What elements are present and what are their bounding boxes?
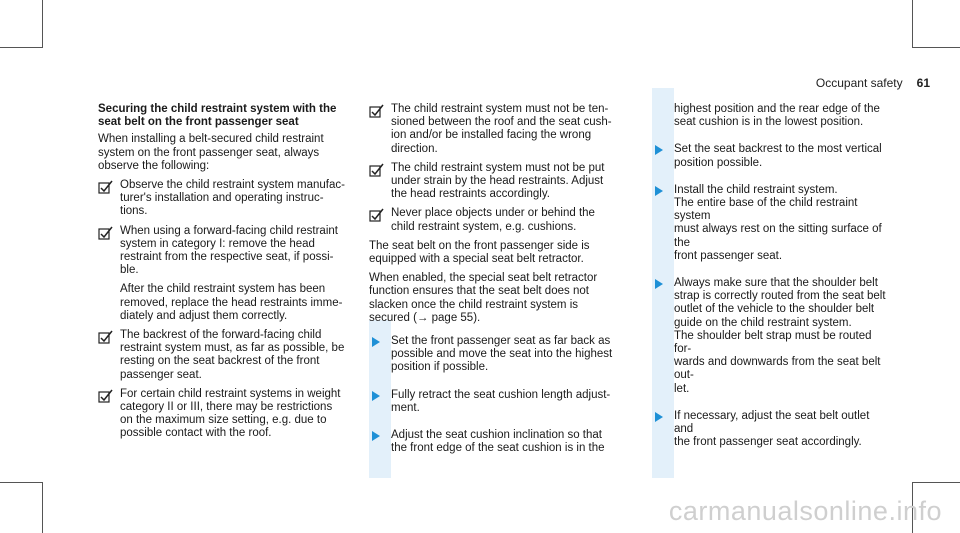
checklist-item-text: For certain child restraint systems in weight category II or III, there may be restrictions on the maximum size setting, e.g. due to possible contact with the roof. <box>120 387 341 440</box>
checklist-item <box>98 225 350 323</box>
section-title: Occupant safety <box>815 76 903 90</box>
action-step <box>652 410 887 450</box>
action-list <box>652 143 887 449</box>
continuation-text: highest position and the rear edge of the seat cushion is in the lowest position. <box>674 103 880 129</box>
action-step <box>652 184 887 263</box>
checklist-item-text: Observe the child restraint system manufac- turer's installation and operating instruc- tions. <box>120 179 345 218</box>
action-step <box>652 277 887 396</box>
column-2 <box>369 103 621 469</box>
column-1 <box>98 103 350 447</box>
checkbox-icon <box>98 389 113 404</box>
crop-mark <box>0 482 42 483</box>
action-list <box>369 335 621 455</box>
crop-mark <box>912 482 960 483</box>
action-step <box>652 143 887 169</box>
action-step-text: Set the front passenger seat as far back as possible and move the seat into the highest position if possible. <box>391 335 613 374</box>
checkbox-icon <box>98 226 113 241</box>
section-heading: Securing the child restraint system with the seat belt on the front passenger seat <box>98 103 337 129</box>
checkbox-icon <box>369 104 384 119</box>
crop-mark <box>912 0 913 48</box>
action-arrow-icon <box>372 431 380 441</box>
action-step-text: Adjust the seat cushion inclination so that the front edge of the seat cushion is in the <box>391 429 605 455</box>
action-step-text: Always make sure that the shoulder belt strap is correctly routed from the seat belt outlet of the vehicle to the shoulder belt guide on the child restraint system. The shoulder belt strap must be routed for- wards and downwards from the seat belt out- let. <box>674 277 886 395</box>
checklist-item <box>98 179 350 219</box>
action-step-text: Set the seat backrest to the most vertical position possible. <box>674 143 882 169</box>
crop-mark <box>912 47 960 48</box>
crop-mark <box>0 47 42 48</box>
action-step-text: Fully retract the seat cushion length adjust- ment. <box>391 388 611 414</box>
checkbox-icon <box>98 330 113 345</box>
checklist-item-text: The child restraint system must not be put under strain by the head restraints. Adjust the head restraints accordingly. <box>391 161 605 201</box>
action-step <box>369 335 621 375</box>
checklist-item-text: The backrest of the forward-facing child restraint system must, as far as possible, be resting on the seat backrest of the front passenger seat. <box>120 329 345 381</box>
checklist-item-note: After the child restraint system has been removed, replace the head restraints imme- diately and adjust them correctly. <box>120 283 343 322</box>
checkbox-icon <box>369 163 384 178</box>
checklist-item <box>369 162 621 202</box>
action-step-text: Install the child restraint system. The entire base of the child restraint system must always rest on the sitting surface of the front passenger seat. <box>674 183 882 262</box>
action-step <box>369 429 621 455</box>
action-arrow-icon <box>655 186 663 196</box>
page-header <box>816 76 930 90</box>
checklist <box>369 103 621 234</box>
paragraph: When enabled, the special seat belt retractor function ensures that the seat belt does not slacken once the child restraint system is secured (→ page 55). <box>369 272 598 324</box>
checkbox-icon <box>369 208 384 223</box>
checklist-item-text: The child restraint system must not be ten- sioned between the roof and the seat cush- ion and/or be installed facing the wrong direction. <box>391 103 612 155</box>
page-number: 61 <box>916 76 930 90</box>
action-arrow-icon <box>655 145 663 155</box>
action-arrow-icon <box>372 337 380 347</box>
checklist-item-text: When using a forward-facing child restraint system in category I: remove the head restraint from the respective seat, if possi- ble. <box>120 224 338 277</box>
watermark: carmanualsonline.info <box>668 496 942 526</box>
crop-mark <box>42 0 43 48</box>
paragraph: The seat belt on the front passenger side is equipped with a special seat belt retractor. <box>369 239 590 266</box>
checklist-item <box>98 329 350 382</box>
intro-paragraph: When installing a belt-secured child restraint system on the front passenger seat, always observe the following: <box>98 133 324 172</box>
checklist <box>98 179 350 441</box>
checklist-item <box>98 388 350 441</box>
action-arrow-icon <box>655 279 663 289</box>
action-step <box>369 389 621 415</box>
crop-mark <box>42 482 43 533</box>
action-arrow-icon <box>372 391 380 401</box>
checklist-item <box>369 207 621 233</box>
action-step-text: If necessary, adjust the seat belt outlet and the front passenger seat accordingly. <box>674 409 870 449</box>
checklist-item-text: Never place objects under or behind the child restraint system, e.g. cushions. <box>391 207 595 233</box>
column-3 <box>652 103 887 463</box>
action-arrow-icon <box>655 412 663 422</box>
checklist-item <box>369 103 621 156</box>
checkbox-icon <box>98 180 113 195</box>
